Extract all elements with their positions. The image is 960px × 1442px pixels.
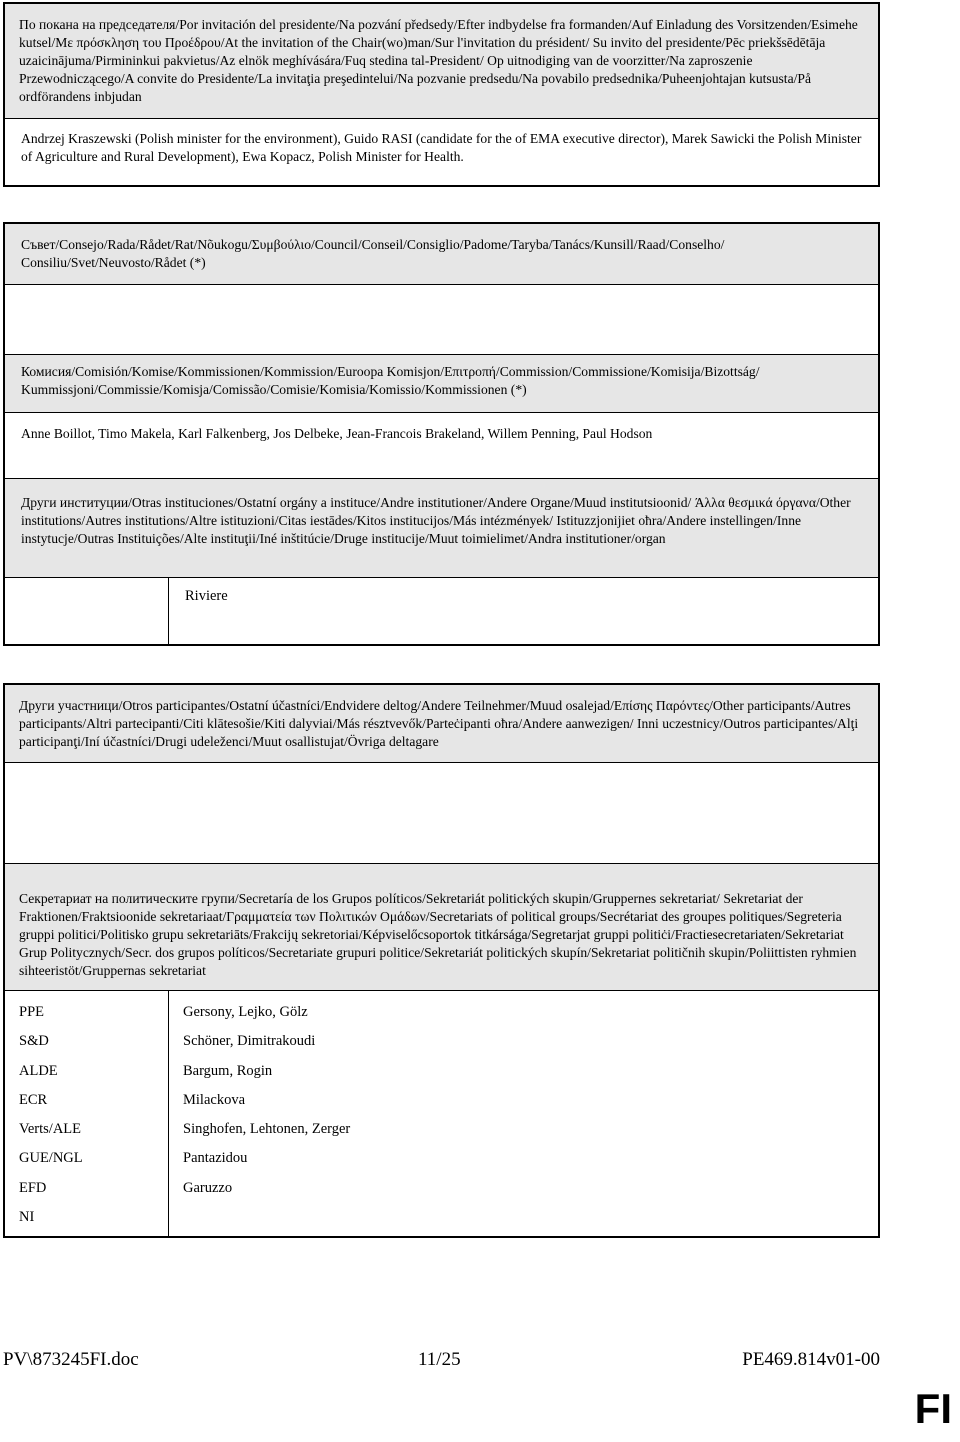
- group-efd: EFD: [19, 1179, 47, 1196]
- divider: [5, 577, 878, 578]
- page-number: 11/25: [418, 1349, 461, 1370]
- group-alde: ALDE: [19, 1062, 58, 1079]
- invitation-box: [3, 2, 880, 187]
- council-header: Съвет/Consejo/Rada/Rådet/Rat/Nõukogu/Συμβούλιο/Council/Conseil/Consiglio/Padome/Taryba/Tanács/Kunsill/Raad/Conselho/ Consiliu/Svet/Neuvosto/Rådet (*): [21, 237, 725, 270]
- document-reference: PV\873245FI.doc: [3, 1349, 139, 1370]
- group-ni: NI: [19, 1209, 35, 1226]
- divider: [5, 762, 878, 763]
- other-institutions-column-divider: [168, 578, 169, 644]
- names-gue-ngl: Pantazidou: [183, 1150, 248, 1167]
- group-verts-ale: Verts/ALE: [19, 1121, 82, 1138]
- invitation-guests: Andrzej Kraszewski (Polish minister for the environment), Guido RASI (candidate for the of EMA executive director), Marek Sawicki the Polish Minister of Agriculture and Rural Development), Ewa Kopacz, Polish Minister for Health.: [21, 131, 862, 164]
- other-institutions-value: Riviere: [185, 588, 228, 604]
- institutions-box: [3, 222, 880, 646]
- names-sd: Schöner, Dimitrakoudi: [183, 1033, 316, 1050]
- divider: [5, 990, 878, 991]
- divider: [5, 284, 878, 285]
- names-alde: Bargum, Rogin: [183, 1062, 273, 1079]
- participants-box: [3, 683, 880, 1238]
- other-institutions-header: Други институции/Otras instituciones/Ostatní orgány a instituce/Andre institutioner/Andere Organe/Muud institutsioonid/ Άλλα θεσμικά όργανα/Other institutions/Autres institutions/Altre istituzioni/Citas iestādes/Kitos institucijos/Más intézmények/ Istituzzjonijiet oħra/Andere instellingen/Inne instytucje/Outras Instituições/Alte instituţii/Iné inštitúcie/Druge institucije/Muut toimielimet/Andra institutioner/organ: [21, 495, 851, 546]
- names-ecr: Milackova: [183, 1091, 246, 1108]
- names-verts-ale: Singhofen, Lehtonen, Zerger: [183, 1121, 351, 1138]
- group-sd: S&D: [19, 1033, 49, 1050]
- invitation-header: По покана на председателя/Por invitación del presidente/Na pozvání předsedy/Efter indbydelse fra formanden/Auf Einladung des Vorsitzenden/Esimehe kutsel/Με πρόσκληση του Προέδρου/At the invitation of the Chair(wo)man/Sur l'invitation du président/ Su invito del presidente/Pēc priekšsēdētāja uzaicinājuma/Pirmininkui pakvietus/Az elnök meghívására/Fuq stedina tal-President/ Op uitnodiging van de voorzitter/Na zaproszenie Przewodniczącego/A convite do Presidente/La invitaţia preşedintelui/Na pozvanie predsedu/Na povabilo predsednika/Puheenjohtajan kutsusta/På ordförandens inbjudan: [19, 17, 858, 104]
- participants-header: Други участници/Otros participantes/Ostatní účastníci/Endvidere deltog/Andere Teilnehmer/Muud osalejad/Επίσης Παρόντες/Other participants/Autres participants/Altri partecipanti/Citi klātesošie/Kiti dalyviai/Más résztvevők/Parteċipanti oħra/Andere aanwezigen/ Inni uczestnicy/Outros participantes/Alţi participanţi/Iní účastníci/Drugi udeleženci/Muut osallistujat/Övriga deltagare: [19, 698, 859, 749]
- divider: [5, 412, 878, 413]
- names-efd: Garuzzo: [183, 1179, 233, 1196]
- secretariat-header: Секретариат на политическите групи/Secretaría de los Grupos políticos/Sekretariát politických skupin/Gruppernes sekretariat/ Sekretariat der Fraktionen/Fraktsioonide sekretariaat/Γραμματεία των Πολιτικών Ομάδων/Secretariats of political groups/Secrétariat des groupes politiques/Segreteria gruppi politici/Politisko grupu sekretariāts/Frakcijų sekretoriai/Képviselőcsoportok titkársága/Segretarjat gruppi politiċi/Fractiesecretariaten/Sekretariat Grup Politycznych/Secr. dos grupos políticos/Secretariate grupuri politice/Sekretariát politických skupín/Sekretariat političnih skupin/Poliittisten ryhmien sihteeristöt/Gruppernas sekretariat: [19, 891, 857, 978]
- names-ppe: Gersony, Lejko, Gölz: [183, 1004, 308, 1020]
- group-list: [19, 998, 159, 1232]
- commission-header: Комисия/Comisión/Komise/Kommissionen/Kommission/Euroopa Komisjon/Επιτροπή/Commission/Commissione/Komisija/Bizottság/ Kummissjoni/Commissie/Komisja/Comissão/Comisie/Komisia/Komissio/Kommissionen (*): [21, 364, 760, 397]
- group-ppe: PPE: [19, 1004, 44, 1020]
- language-code: FI: [914, 1385, 952, 1432]
- divider: [5, 118, 878, 119]
- secretariat-names-list: [183, 998, 873, 1203]
- pe-reference: PE469.814v01-00: [742, 1349, 880, 1370]
- commission-members: Anne Boillot, Timo Makela, Karl Falkenberg, Jos Delbeke, Jean-Francois Brakeland, Willem Penning, Paul Hodson: [21, 426, 653, 441]
- group-ecr: ECR: [19, 1091, 48, 1108]
- groups-column-divider: [168, 991, 169, 1236]
- group-gue-ngl: GUE/NGL: [19, 1150, 83, 1167]
